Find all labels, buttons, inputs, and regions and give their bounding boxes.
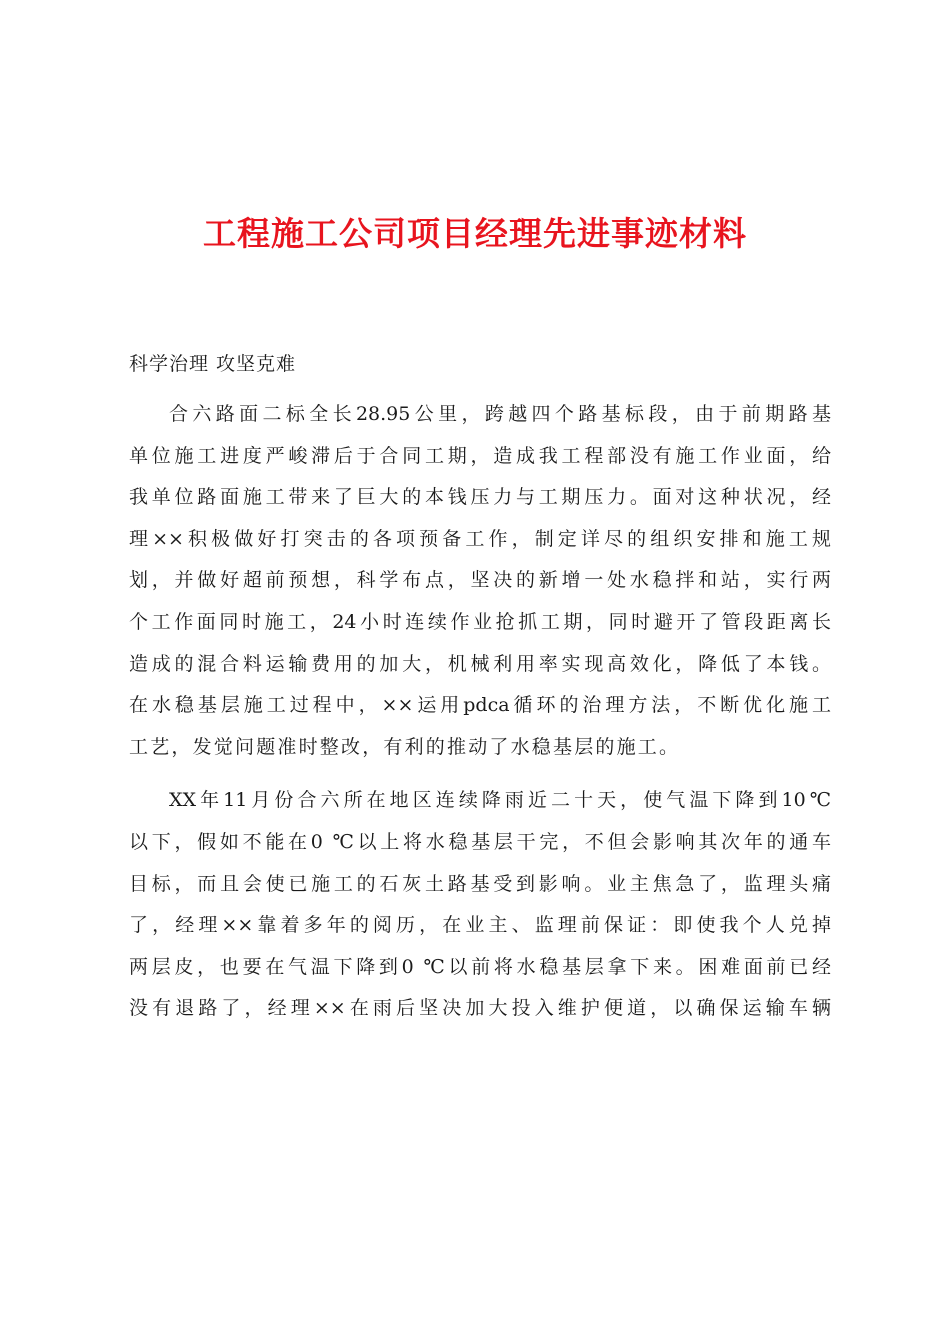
paragraph-line: 造成的混合料运输费用的加大，机械利用率实现高效化，降低了本钱。 xyxy=(129,652,831,675)
document-body xyxy=(129,394,831,1042)
document-title: 工程施工公司项目经理先进事迹材料 xyxy=(203,214,747,253)
paragraph-line: 我单位路面施工带来了巨大的本钱压力与工期压力。面对这种状况，经 xyxy=(129,486,831,509)
paragraph-line: 在水稳基层施工过程中，××运用pdca循环的治理方法，不断优化施工 xyxy=(129,694,831,717)
paragraph-line: 了，经理××靠着多年的阅历，在业主、监理前保证：即使我个人兑掉 xyxy=(129,914,831,937)
paragraph-1 xyxy=(129,394,831,768)
paragraph-line: 理××积极做好打突击的各项预备工作，制定详尽的组织安排和施工规 xyxy=(129,527,831,550)
paragraph-line: 单位施工进度严峻滞后于合同工期，造成我工程部没有施工作业面，给 xyxy=(129,444,831,467)
paragraph-line: XX年11月份合六所在地区连续降雨近二十天，使气温下降到10℃ xyxy=(169,789,831,812)
paragraph-line: 没有退路了，经理××在雨后坚决加大投入维护便道，以确保运输车辆 xyxy=(129,997,831,1020)
paragraph-line: 两层皮，也要在气温下降到0 ℃以前将水稳基层拿下来。困难面前已经 xyxy=(129,955,831,978)
paragraph-line: 工艺，发觉问题准时整改，有利的推动了水稳基层的施工。 xyxy=(129,735,681,758)
paragraph-line: 个工作面同时施工，24小时连续作业抢抓工期，同时避开了管段距离长 xyxy=(129,610,831,633)
paragraph-line: 划，并做好超前预想，科学布点，坚决的新增一处水稳拌和站，实行两 xyxy=(129,569,831,592)
paragraph-line: 合六路面二标全长28.95公里，跨越四个路基标段，由于前期路基 xyxy=(169,403,831,425)
paragraph-2 xyxy=(129,780,831,1030)
paragraph-line: 目标，而且会使已施工的石灰土路基受到影响。业主焦急了，监理头痛 xyxy=(129,872,831,895)
document-subtitle: 科学治理 攻坚克难 xyxy=(129,353,297,375)
paragraph-line: 以下，假如不能在0 ℃以上将水稳基层干完，不但会影响其次年的通车 xyxy=(129,830,831,853)
